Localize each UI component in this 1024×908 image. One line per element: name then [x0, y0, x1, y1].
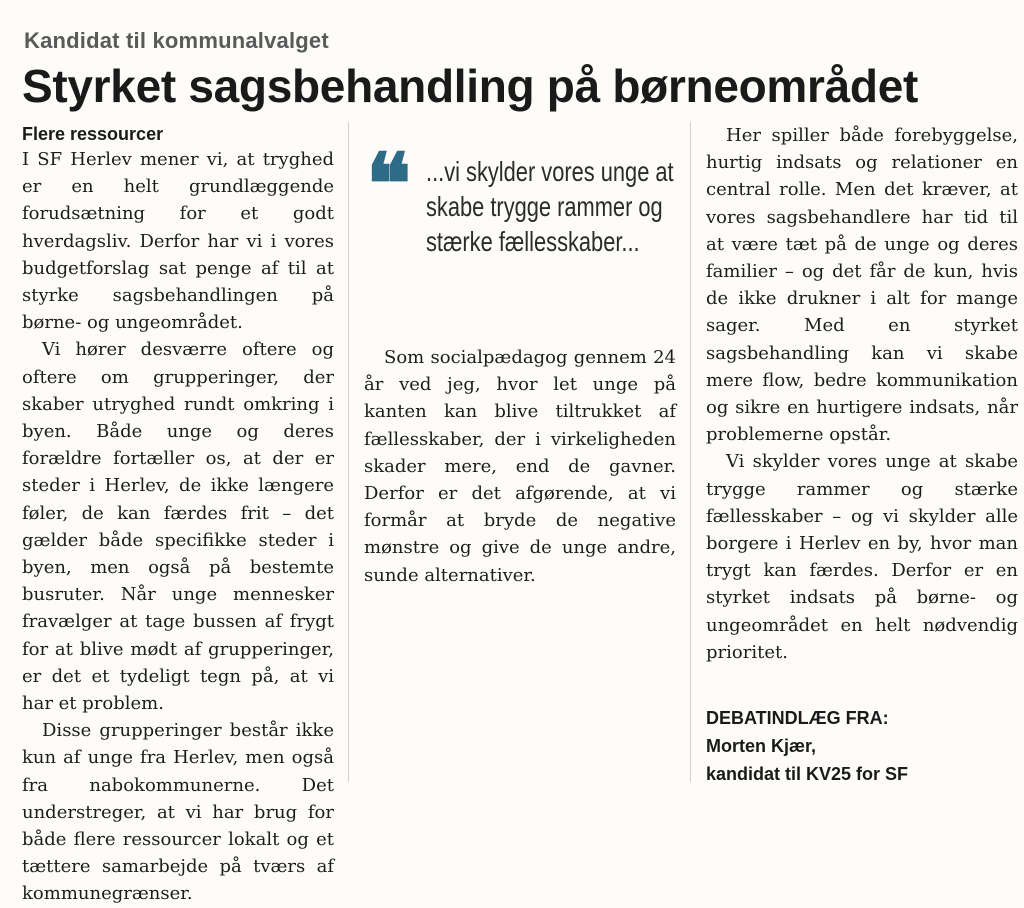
subhead: Flere ressourcer	[22, 124, 164, 144]
byline-name: Morten Kjær,	[706, 736, 817, 757]
paragraph-4: Som socialpædagog gennem 24 år ved jeg, hvor let unge på kanten kan blive tiltrukket af fællesskaber, der i virkeligheden skader mere, end de gavner. Derfor er det afgørende, at vi formår at bryde de negative mønstre og give de unge andre, sunde alternativer.	[364, 347, 676, 586]
quote-mark-icon: ❝	[366, 134, 412, 233]
paragraph-5: Her spiller både forebyggelse, hurtig indsats og relationer en central rolle. Men det kræver, at vores sagsbehandlere har tid til at være tæt på de unge og deres familier – og det får de kun, hvis de ikke drukner i alt for mange sager. Med en styrket sagsbehandling kan vi skabe mere flow, bedre kommunikation og sikre en hurtigere indsats, når problemerne opstår.	[706, 125, 1018, 446]
column-3	[706, 122, 1018, 788]
headline: Styrket sagsbehandling på børneområdet	[22, 60, 919, 112]
paragraph-3: Disse grupperinger består ikke kun af unge fra Herlev, men også fra nabokommunerne. Det understreger, at vi har brug for både flere ressourcer lokalt og et tættere samarbejde på tværs af kommunegrænser.	[22, 720, 334, 905]
byline-label: DEBATINDLÆG FRA:	[706, 708, 889, 729]
kicker: Kandidat til kommunalvalget	[24, 28, 329, 53]
paragraph-2: Vi hører desværre oftere og oftere om grupperinger, der skaber utryghed rundt omkring i byen. Både unge og deres forældre fortæller os, at der er steder i Herlev, de ikke længere føler, de kan færdes frit – det gælder både specifikke steder i byen, men også på bestemte busruter. Når unge mennesker fravælger at tage bussen af frygt for at blive mødt af grupperinger, er det et tydeligt tegn på, at vi har et problem.	[22, 339, 334, 715]
pull-quote	[364, 134, 676, 298]
paragraph-1: I SF Herlev mener vi, at tryghed er en helt grundlæggende forudsætning for et godt hverdagsliv. Derfor har vi i vores budgetforslag sat penge af til at styrke sagsbehandlingen på børne- og ungeområdet.	[22, 149, 334, 334]
pull-quote-text: ...vi skylder vores unge at skabe trygge rammer og stærke fællesskaber...	[426, 156, 674, 257]
byline-role: kandidat til KV25 for SF	[706, 764, 909, 785]
column-1	[22, 122, 334, 908]
column-divider	[690, 122, 691, 782]
column-divider	[348, 122, 349, 782]
paragraph-6: Vi skylder vores unge at skabe trygge rammer og stærke fællesskaber – og vi skylder alle borgere i Herlev en by, hvor man trygt kan færdes. Derfor er en styrket indsats på børne- og ungeområdet en helt nødvendig prioritet.	[706, 451, 1018, 663]
byline	[706, 704, 1018, 788]
column-2	[364, 122, 676, 589]
